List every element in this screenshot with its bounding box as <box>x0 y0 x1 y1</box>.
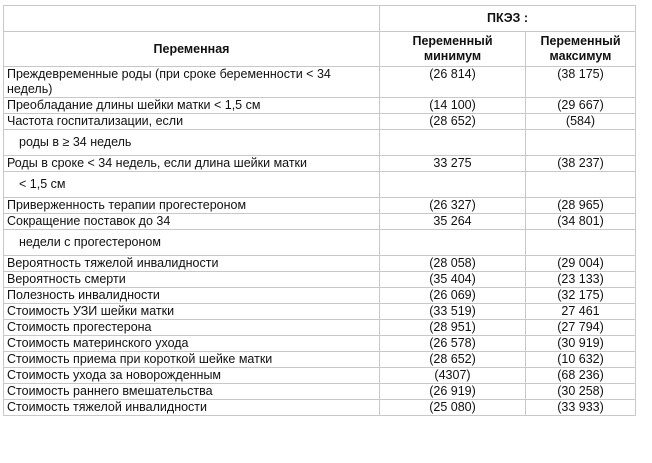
table-row <box>4 230 636 256</box>
header-max: Переменный максимум <box>526 32 636 67</box>
row-max: (23 133) <box>526 272 636 288</box>
row-min: 33 275 <box>380 156 526 172</box>
row-variable: Стоимость тяжелой инвалидности <box>4 400 380 416</box>
sensitivity-table-container <box>3 5 636 416</box>
row-variable: Вероятность смерти <box>4 272 380 288</box>
table-row <box>4 114 636 130</box>
header-min: Переменный минимум <box>380 32 526 67</box>
row-min: (33 519) <box>380 304 526 320</box>
table-row <box>4 400 636 416</box>
row-min: (26 814) <box>380 67 526 98</box>
table-row <box>4 256 636 272</box>
table-body <box>4 67 636 416</box>
row-min: (35 404) <box>380 272 526 288</box>
table-row <box>4 368 636 384</box>
row-variable: Роды в сроке < 34 недель, если длина шейки матки <box>4 156 380 172</box>
row-min: (26 919) <box>380 384 526 400</box>
row-max: (584) <box>526 114 636 130</box>
row-variable: роды в ≥ 34 недель <box>4 130 380 156</box>
row-max: 27 461 <box>526 304 636 320</box>
row-min <box>380 230 526 256</box>
row-min: (28 652) <box>380 114 526 130</box>
row-variable: Стоимость раннего вмешательства <box>4 384 380 400</box>
row-max: (28 965) <box>526 198 636 214</box>
table-row <box>4 304 636 320</box>
row-variable: Стоимость ухода за новорожденным <box>4 368 380 384</box>
row-variable: Приверженность терапии прогестероном <box>4 198 380 214</box>
row-variable: Стоимость приема при короткой шейке матки <box>4 352 380 368</box>
row-min: (4307) <box>380 368 526 384</box>
sensitivity-table <box>3 5 636 416</box>
row-max: (29 004) <box>526 256 636 272</box>
row-variable: < 1,5 см <box>4 172 380 198</box>
header-group-label: ПКЭЗ : <box>380 6 636 32</box>
table-row <box>4 172 636 198</box>
table-row <box>4 156 636 172</box>
row-min: (14 100) <box>380 98 526 114</box>
table-row <box>4 288 636 304</box>
row-min: (28 058) <box>380 256 526 272</box>
table-row <box>4 98 636 114</box>
row-variable: Частота госпитализации, если <box>4 114 380 130</box>
row-variable: Стоимость материнского ухода <box>4 336 380 352</box>
row-max: (32 175) <box>526 288 636 304</box>
row-variable: Вероятность тяжелой инвалидности <box>4 256 380 272</box>
row-min: (26 327) <box>380 198 526 214</box>
row-max: (34 801) <box>526 214 636 230</box>
table-row <box>4 336 636 352</box>
row-min: 35 264 <box>380 214 526 230</box>
table-row <box>4 320 636 336</box>
row-min <box>380 130 526 156</box>
row-variable: Преждевременные роды (при сроке беременности < 34 недель) <box>4 67 380 98</box>
header-empty-cell <box>4 6 380 32</box>
row-max <box>526 130 636 156</box>
row-variable: Преобладание длины шейки матки < 1,5 см <box>4 98 380 114</box>
row-max: (33 933) <box>526 400 636 416</box>
table-row <box>4 352 636 368</box>
row-variable: Стоимость УЗИ шейки матки <box>4 304 380 320</box>
row-min: (28 951) <box>380 320 526 336</box>
table-row <box>4 272 636 288</box>
table-row <box>4 130 636 156</box>
row-variable: Стоимость прогестерона <box>4 320 380 336</box>
row-max: (38 175) <box>526 67 636 98</box>
row-variable: Сокращение поставок до 34 <box>4 214 380 230</box>
row-min: (26 069) <box>380 288 526 304</box>
header-variable: Переменная <box>4 32 380 67</box>
row-variable: недели с прогестероном <box>4 230 380 256</box>
table-header <box>4 6 636 67</box>
table-row <box>4 214 636 230</box>
row-min: (25 080) <box>380 400 526 416</box>
row-max: (30 919) <box>526 336 636 352</box>
row-max: (27 794) <box>526 320 636 336</box>
table-row <box>4 67 636 98</box>
row-max: (30 258) <box>526 384 636 400</box>
row-min: (26 578) <box>380 336 526 352</box>
row-max: (10 632) <box>526 352 636 368</box>
row-max <box>526 230 636 256</box>
row-variable: Полезность инвалидности <box>4 288 380 304</box>
row-max: (38 237) <box>526 156 636 172</box>
table-row <box>4 384 636 400</box>
row-max: (68 236) <box>526 368 636 384</box>
table-row <box>4 198 636 214</box>
row-max <box>526 172 636 198</box>
row-min <box>380 172 526 198</box>
row-min: (28 652) <box>380 352 526 368</box>
row-max: (29 667) <box>526 98 636 114</box>
